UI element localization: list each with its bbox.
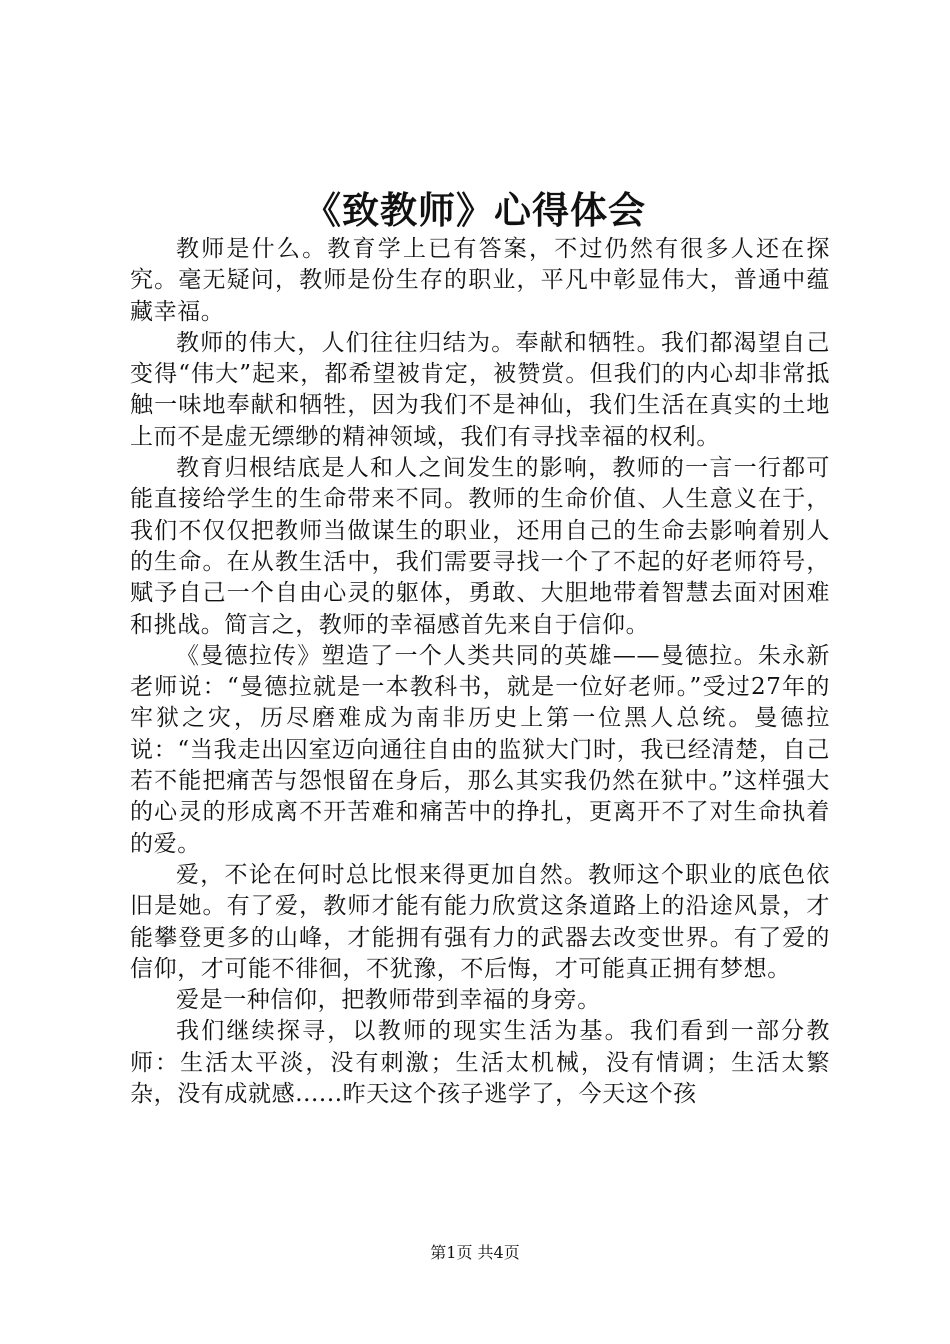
paragraph-3: 教育归根结底是人和人之间发生的影响，教师的一言一行都可能直接给学生的生命带来不同。教师的生命价值、人生意义在于，我们不仅仅把教师当做谋生的职业，还用自己的生命去影响着别人的生命。在从教生活中，我们需要寻找一个了不起的好老师符号，赋予自己一个自由心灵的躯体，勇敢、大胆地带着智慧去面对困难和挑战。简言之，教师的幸福感首先来自于信仰。: [130, 455, 830, 638]
paragraph-1: 教师是什么。教育学上已有答案，不过仍然有很多人还在探究。毫无疑问，教师是份生存的职业，平凡中彰显伟大，普通中蕴藏幸福。: [130, 236, 830, 325]
paragraph-5: 爱，不论在何时总比恨来得更加自然。教师这个职业的底色依旧是她。有了爱，教师才能有能力欣赏这条道路上的沿途风景，才能攀登更多的山峰，才能拥有强有力的武器去改变世界。有了爱的信仰，才可能不徘徊，不犹豫，不后悔，才可能真正拥有梦想。: [130, 861, 830, 982]
paragraph-4: 《曼德拉传》塑造了一个人类共同的英雄——曼德拉。朱永新老师说：“曼德拉就是一本教科书，就是一位好老师。”受过27年的牢狱之灾，历尽磨难成为南非历史上第一位黑人总统。曼德拉说：“当我走出囚室迈向通往自由的监狱大门时，我已经清楚，自己若不能把痛苦与怨恨留在身后，那么其实我仍然在狱中。”这样强大的心灵的形成离不开苦难和痛苦中的挣扎，更离开不了对生命执着的爱。: [130, 642, 830, 857]
paragraph-7: 我们继续探寻，以教师的现实生活为基。我们看到一部分教师：生活太平淡，没有刺激；生活太机械，没有情调；生活太繁杂，没有成就感......昨天这个孩子逃学了，今天这个孩: [130, 1018, 830, 1108]
document-body: [130, 234, 830, 1110]
paragraph-2: 教师的伟大，人们往往归结为。奉献和牺牲。我们都渴望自己变得“伟大”起来，都希望被肯定，被赞赏。但我们的内心却非常抵触一味地奉献和牺牲，因为我们不是神仙，我们生活在真实的土地上而不是虚无缥缈的精神领域，我们有寻找幸福的权利。: [130, 329, 830, 450]
paragraph-6: 爱是一种信仰，把教师带到幸福的身旁。: [176, 987, 601, 1014]
document-title: 《致教师》心得体会: [304, 188, 646, 232]
page-number-footer: 第1页 共4页: [430, 1243, 520, 1262]
